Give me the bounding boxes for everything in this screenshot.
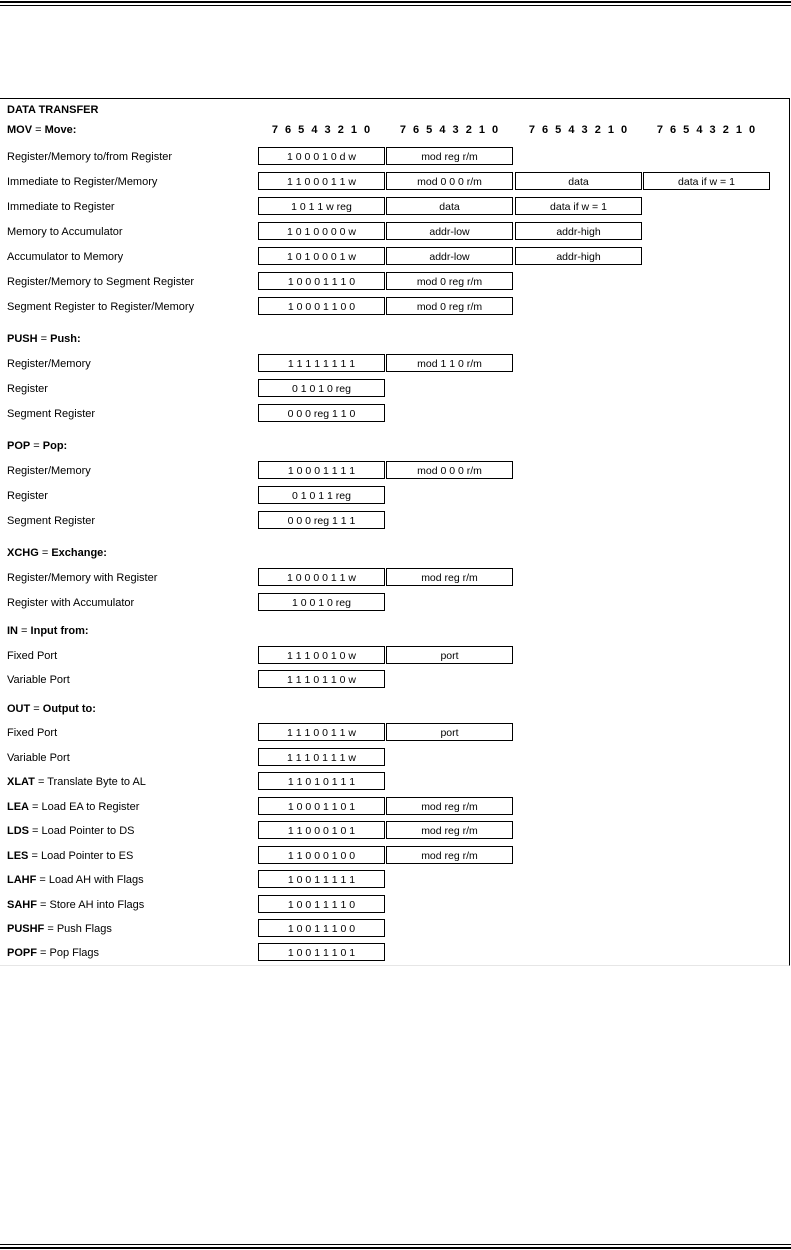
row-mnemonic: LAHF [7,874,37,886]
operand-cell: mod reg r/m [386,797,513,815]
opcode-cell: 1 0 0 0 1 1 1 0 [258,272,385,290]
opcode-cell: 1 1 1 0 0 1 0 w [258,646,385,664]
opcode-cell: 1 0 1 0 0 0 1 w [258,247,385,265]
opcode-cell: 1 1 1 0 1 1 1 w [258,748,385,766]
row-label [7,868,144,892]
row-label: Accumulator to Memory [7,251,124,263]
push-heading [7,327,81,351]
opcode-cell: 1 0 0 0 1 1 0 0 [258,297,385,315]
out-header-row [0,697,789,721]
operand-cell: data [386,197,513,215]
operand-cell: mod reg r/m [386,568,513,586]
opcode-cell: 1 0 1 0 0 0 0 w [258,222,385,240]
operand-cell: mod reg r/m [386,846,513,864]
opcode-cell: 1 0 0 0 1 1 0 1 [258,797,385,815]
table-row [0,484,789,508]
xchg-mnemonic: XCHG [7,547,39,559]
pop-name: Pop: [42,440,68,452]
in-heading [7,619,89,643]
instruction-table [0,98,790,966]
table-row [0,509,789,533]
table-row [0,819,789,843]
row-label: Immediate to Register [7,201,115,213]
operand-cell: mod 0 0 0 r/m [386,172,513,190]
equals-sign: = [30,703,43,715]
row-description: Load AH with Flags [48,874,144,886]
bit-header-byte-1: 7 6 5 4 3 2 1 0 [271,124,373,136]
row-label [7,941,99,965]
operand-cell: mod 0 reg r/m [386,272,513,290]
in-name: Input from: [30,625,89,637]
table-row [0,917,789,941]
table-row [0,721,789,745]
mov-name: Move: [44,124,77,136]
opcode-cell: 0 0 0 reg 1 1 0 [258,404,385,422]
operand-cell: mod 0 reg r/m [386,297,513,315]
mov-header-row [0,120,789,144]
operand-cell: mod 0 0 0 r/m [386,461,513,479]
opcode-cell: 0 0 0 reg 1 1 1 [258,511,385,529]
in-header-row [0,619,789,643]
row-label: Register with Accumulator [7,597,135,609]
table-row [0,195,789,219]
row-label [7,819,135,843]
footer-rule-thick [0,1247,791,1249]
table-row [0,295,789,319]
table-row [0,145,789,169]
row-mnemonic: LDS [7,825,29,837]
table-row [0,402,789,426]
row-label: Register [7,383,48,395]
equals-sign: = [30,440,43,452]
equals-sign: = [32,124,45,136]
row-description: Store AH into Flags [49,899,145,911]
row-label: Fixed Port [7,727,58,739]
equals-sign: = [28,850,41,862]
table-row [0,770,789,794]
row-label [7,917,112,941]
row-description: Load Pointer to ES [40,850,134,862]
opcode-cell: 1 0 0 1 1 1 1 1 [258,870,385,888]
row-label [7,844,133,868]
row-description: Load EA to Register [41,801,140,813]
row-label: Register [7,490,48,502]
opcode-cell: 1 0 1 1 w reg [258,197,385,215]
operand-cell: addr-high [515,222,642,240]
operand-cell: port [386,646,513,664]
opcode-cell: 1 1 0 0 0 1 0 1 [258,821,385,839]
row-label: Register/Memory [7,358,91,370]
mov-mnemonic: MOV [7,124,33,136]
out-heading [7,697,96,721]
mov-heading [7,120,76,140]
row-mnemonic: XLAT [7,776,35,788]
row-mnemonic: LES [7,850,29,862]
xchg-heading [7,541,107,565]
row-label: Variable Port [7,752,70,764]
operand-cell: addr-low [386,247,513,265]
row-description: Load Pointer to DS [41,825,135,837]
pop-heading [7,434,67,458]
bit-header-byte-3: 7 6 5 4 3 2 1 0 [528,124,630,136]
push-mnemonic: PUSH [7,333,38,345]
equals-sign: = [36,874,49,886]
row-label: Register/Memory to/from Register [7,151,173,163]
equals-sign: = [38,547,52,559]
row-description: Push Flags [56,923,112,935]
operand-cell: data if w = 1 [643,172,770,190]
opcode-cell: 1 0 0 0 0 1 1 w [258,568,385,586]
row-label: Variable Port [7,674,70,686]
opcode-cell: 0 1 0 1 1 reg [258,486,385,504]
operand-cell: port [386,723,513,741]
out-name: Output to: [42,703,96,715]
opcode-cell: 1 1 1 1 1 1 1 1 [258,354,385,372]
table-row [0,220,789,244]
equals-sign: = [36,947,50,959]
row-mnemonic: POPF [7,947,37,959]
opcode-cell: 1 0 0 1 1 1 1 0 [258,895,385,913]
in-mnemonic: IN [7,625,18,637]
row-label [7,795,139,819]
row-label [7,770,146,794]
row-mnemonic: LEA [7,801,29,813]
bit-header-byte-2: 7 6 5 4 3 2 1 0 [399,124,501,136]
table-row [0,795,789,819]
opcode-cell: 1 1 0 0 0 1 1 w [258,172,385,190]
equals-sign: = [44,923,57,935]
table-row [0,746,789,770]
out-mnemonic: OUT [7,703,31,715]
xchg-name: Exchange: [51,547,107,559]
row-label [7,893,144,917]
row-label: Register/Memory with Register [7,572,158,584]
opcode-cell: 1 1 1 0 0 1 1 w [258,723,385,741]
table-row [0,270,789,294]
pop-header-row [0,434,789,458]
table-row [0,844,789,868]
opcode-cell: 1 1 0 1 0 1 1 1 [258,772,385,790]
row-label: Memory to Accumulator [7,226,123,238]
operand-cell: addr-high [515,247,642,265]
table-row [0,459,789,483]
table-row [0,668,789,692]
table-row [0,170,789,194]
section-title: DATA TRANSFER [7,104,99,116]
row-label: Fixed Port [7,650,58,662]
xchg-header-row [0,541,789,565]
table-row [0,591,789,615]
equals-sign: = [29,825,42,837]
header-rule-thin [0,5,791,6]
row-label: Segment Register to Register/Memory [7,301,195,313]
operand-cell: data if w = 1 [515,197,642,215]
equals-sign: = [18,625,31,637]
header-rule-thick [0,1,791,3]
row-label: Segment Register [7,515,96,527]
operand-cell: data [515,172,642,190]
operand-cell: mod reg r/m [386,821,513,839]
opcode-cell: 1 0 0 1 1 1 0 0 [258,919,385,937]
table-row [0,352,789,376]
push-header-row [0,327,789,351]
table-row [0,893,789,917]
operand-cell: mod 1 1 0 r/m [386,354,513,372]
table-row [0,941,789,965]
footer-rule-thin [0,1244,791,1245]
operand-cell: addr-low [386,222,513,240]
row-description: Pop Flags [49,947,100,959]
operand-cell: mod reg r/m [386,147,513,165]
equals-sign: = [37,333,51,345]
opcode-cell: 1 1 1 0 1 1 0 w [258,670,385,688]
row-label: Register/Memory [7,465,91,477]
table-row [0,868,789,892]
table-row [0,566,789,590]
opcode-cell: 1 0 0 1 0 reg [258,593,385,611]
opcode-cell: 1 0 0 0 1 0 d w [258,147,385,165]
table-row [0,644,789,668]
push-name: Push: [50,333,81,345]
pop-mnemonic: POP [7,440,31,452]
row-mnemonic: PUSHF [7,923,45,935]
row-label: Segment Register [7,408,96,420]
row-label: Register/Memory to Segment Register [7,276,195,288]
equals-sign: = [36,899,50,911]
opcode-cell: 0 1 0 1 0 reg [258,379,385,397]
row-mnemonic: SAHF [7,899,37,911]
bit-header-byte-4: 7 6 5 4 3 2 1 0 [656,124,758,136]
table-row [0,245,789,269]
row-label: Immediate to Register/Memory [7,176,158,188]
table-row [0,377,789,401]
opcode-cell: 1 1 0 0 0 1 0 0 [258,846,385,864]
equals-sign: = [29,801,42,813]
equals-sign: = [34,776,48,788]
row-description: Translate Byte to AL [47,776,146,788]
opcode-cell: 1 0 0 1 1 1 0 1 [258,943,385,961]
opcode-cell: 1 0 0 0 1 1 1 1 [258,461,385,479]
